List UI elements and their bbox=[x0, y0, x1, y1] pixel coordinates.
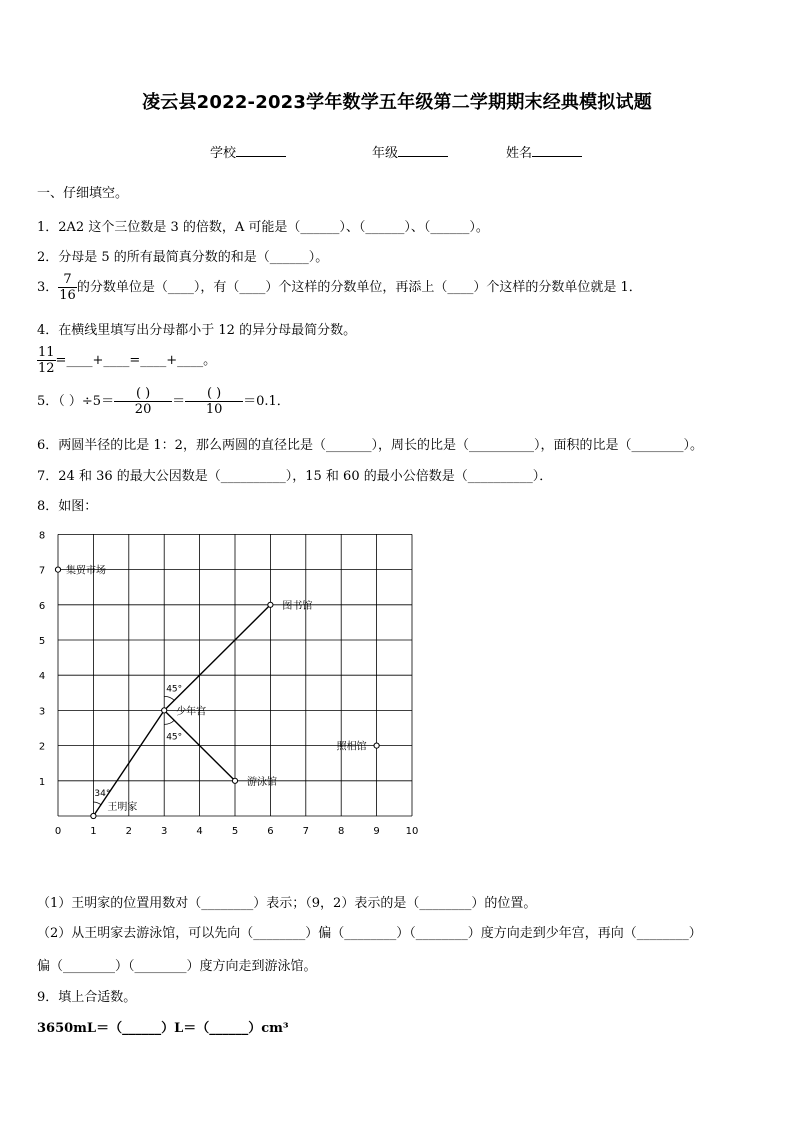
angle-marks bbox=[93, 684, 182, 805]
q3-prefix: 3． bbox=[37, 280, 59, 295]
q3-text: 的分数单位是（____），有（____）个这样的分数单位，再添上（____）个这样的分数单位就是 1． bbox=[76, 280, 642, 295]
q3-fraction bbox=[58, 272, 77, 303]
x-tick-label: 3 bbox=[161, 826, 168, 837]
x-tick-label: 8 bbox=[338, 826, 345, 837]
angle-arc bbox=[164, 696, 174, 700]
point-marker bbox=[374, 743, 379, 748]
question-6: 6．两圆半径的比是 1：2，那么两圆的直径比是（_______），周长的比是（__________），面积的比是（________）。 bbox=[37, 438, 703, 453]
grid-lines bbox=[58, 534, 412, 816]
angle-label: 45° bbox=[166, 732, 183, 743]
question-9: 9．填上合适数。 bbox=[37, 990, 137, 1005]
question-4-line bbox=[37, 345, 216, 376]
angle-arc bbox=[93, 802, 101, 805]
q5-equals: ＝ bbox=[172, 394, 186, 409]
grade-field[interactable] bbox=[372, 142, 448, 161]
grade-underline bbox=[398, 144, 448, 157]
question-7: 7．24 和 36 的最大公因数是（__________），15 和 60 的最小公倍数是（__________）． bbox=[37, 469, 553, 484]
point-label: 图书馆 bbox=[282, 600, 313, 612]
question-9-line: 3650mL＝（______）L＝（______）cm³ bbox=[37, 1021, 289, 1036]
q5-denominator-1: 20 bbox=[114, 401, 172, 417]
page-title: 凌云县2022-2023学年数学五年级第二学期期末经典模拟试题 bbox=[142, 92, 652, 113]
school-label: 学校 bbox=[210, 146, 237, 161]
q5-prefix: 5．（ ）÷5＝ bbox=[37, 394, 115, 409]
q5-numerator-1: ( ) bbox=[135, 386, 151, 401]
x-tick-label: 0 bbox=[54, 826, 62, 837]
angle-arc bbox=[164, 720, 174, 724]
name-underline bbox=[532, 144, 582, 157]
question-8: 8．如图： bbox=[37, 499, 98, 514]
question-3 bbox=[37, 272, 642, 303]
q4-fraction bbox=[37, 345, 56, 376]
x-tick-label: 4 bbox=[196, 826, 203, 837]
q5-suffix: ＝0.1． bbox=[243, 394, 290, 409]
x-tick-label: 10 bbox=[405, 826, 419, 837]
y-tick-label: 8 bbox=[38, 530, 46, 542]
question-1: 1．2A2 这个三位数是 3 的倍数，A 可能是（______）、（______）、（______）。 bbox=[37, 220, 489, 235]
y-tick-label: 3 bbox=[38, 706, 46, 718]
q5-fraction-2 bbox=[185, 386, 243, 417]
x-tick-label: 9 bbox=[373, 826, 380, 837]
x-tick-label: 7 bbox=[302, 826, 309, 837]
q5-numerator-2: ( ) bbox=[206, 386, 222, 401]
name-field[interactable] bbox=[506, 142, 582, 161]
y-tick-label: 7 bbox=[38, 565, 46, 577]
point-marker bbox=[91, 813, 96, 818]
section-heading: 一、仔细填空。 bbox=[37, 186, 129, 201]
q5-denominator-2: 10 bbox=[185, 401, 243, 417]
angle-label: 34° bbox=[94, 789, 111, 799]
q4-denominator: 12 bbox=[38, 361, 55, 376]
q5-fraction-1 bbox=[114, 386, 172, 417]
q3-denominator: 16 bbox=[59, 288, 76, 303]
point-label: 照相馆 bbox=[336, 741, 367, 753]
school-field[interactable] bbox=[210, 142, 286, 161]
coordinate-grid-chart bbox=[36, 528, 426, 844]
y-tick-label: 6 bbox=[38, 600, 46, 612]
point-label: 游泳馆 bbox=[247, 776, 277, 788]
route-line bbox=[164, 605, 270, 711]
question-2: 2．分母是 5 的所有最简真分数的和是（______）。 bbox=[37, 250, 329, 265]
x-tick-label: 6 bbox=[267, 826, 274, 837]
q4-rest: =____+____=____+____。 bbox=[55, 353, 217, 368]
grade-label: 年级 bbox=[372, 146, 399, 161]
point-label: 王明家 bbox=[107, 802, 138, 813]
question-8-2a: （2）从王明家去游泳馆，可以先向（________）偏（________）（________）度方向走到少年宫，再向（________） bbox=[37, 926, 702, 941]
question-8-1: （1）王明家的位置用数对（________）表示；（9，2）表示的是（________）的位置。 bbox=[37, 896, 537, 911]
y-tick-label: 4 bbox=[38, 671, 46, 683]
question-8-2b: 偏（________）（________）度方向走到游泳馆。 bbox=[37, 959, 317, 974]
point-marker bbox=[268, 602, 273, 607]
question-5 bbox=[37, 386, 290, 417]
x-tick-label: 1 bbox=[90, 826, 97, 837]
school-underline bbox=[236, 144, 286, 157]
name-label: 姓名 bbox=[506, 146, 533, 161]
q4-numerator: 11 bbox=[38, 345, 55, 360]
x-tick-label: 5 bbox=[231, 826, 239, 837]
question-4: 4．在横线里填写出分母都小于 12 的异分母最简分数。 bbox=[37, 323, 357, 338]
y-tick-label: 2 bbox=[38, 741, 46, 753]
chart-points bbox=[55, 564, 379, 819]
point-label: 少年宫 bbox=[176, 706, 207, 718]
angle-label: 45° bbox=[166, 684, 183, 695]
y-tick-label: 5 bbox=[38, 636, 46, 647]
y-tick-label: 1 bbox=[38, 776, 46, 788]
point-label: 集贸市场 bbox=[66, 565, 106, 577]
point-marker bbox=[162, 708, 167, 713]
point-marker bbox=[55, 567, 60, 572]
q3-numerator: 7 bbox=[63, 272, 72, 287]
x-tick-label: 2 bbox=[125, 826, 132, 837]
point-marker bbox=[232, 778, 237, 783]
